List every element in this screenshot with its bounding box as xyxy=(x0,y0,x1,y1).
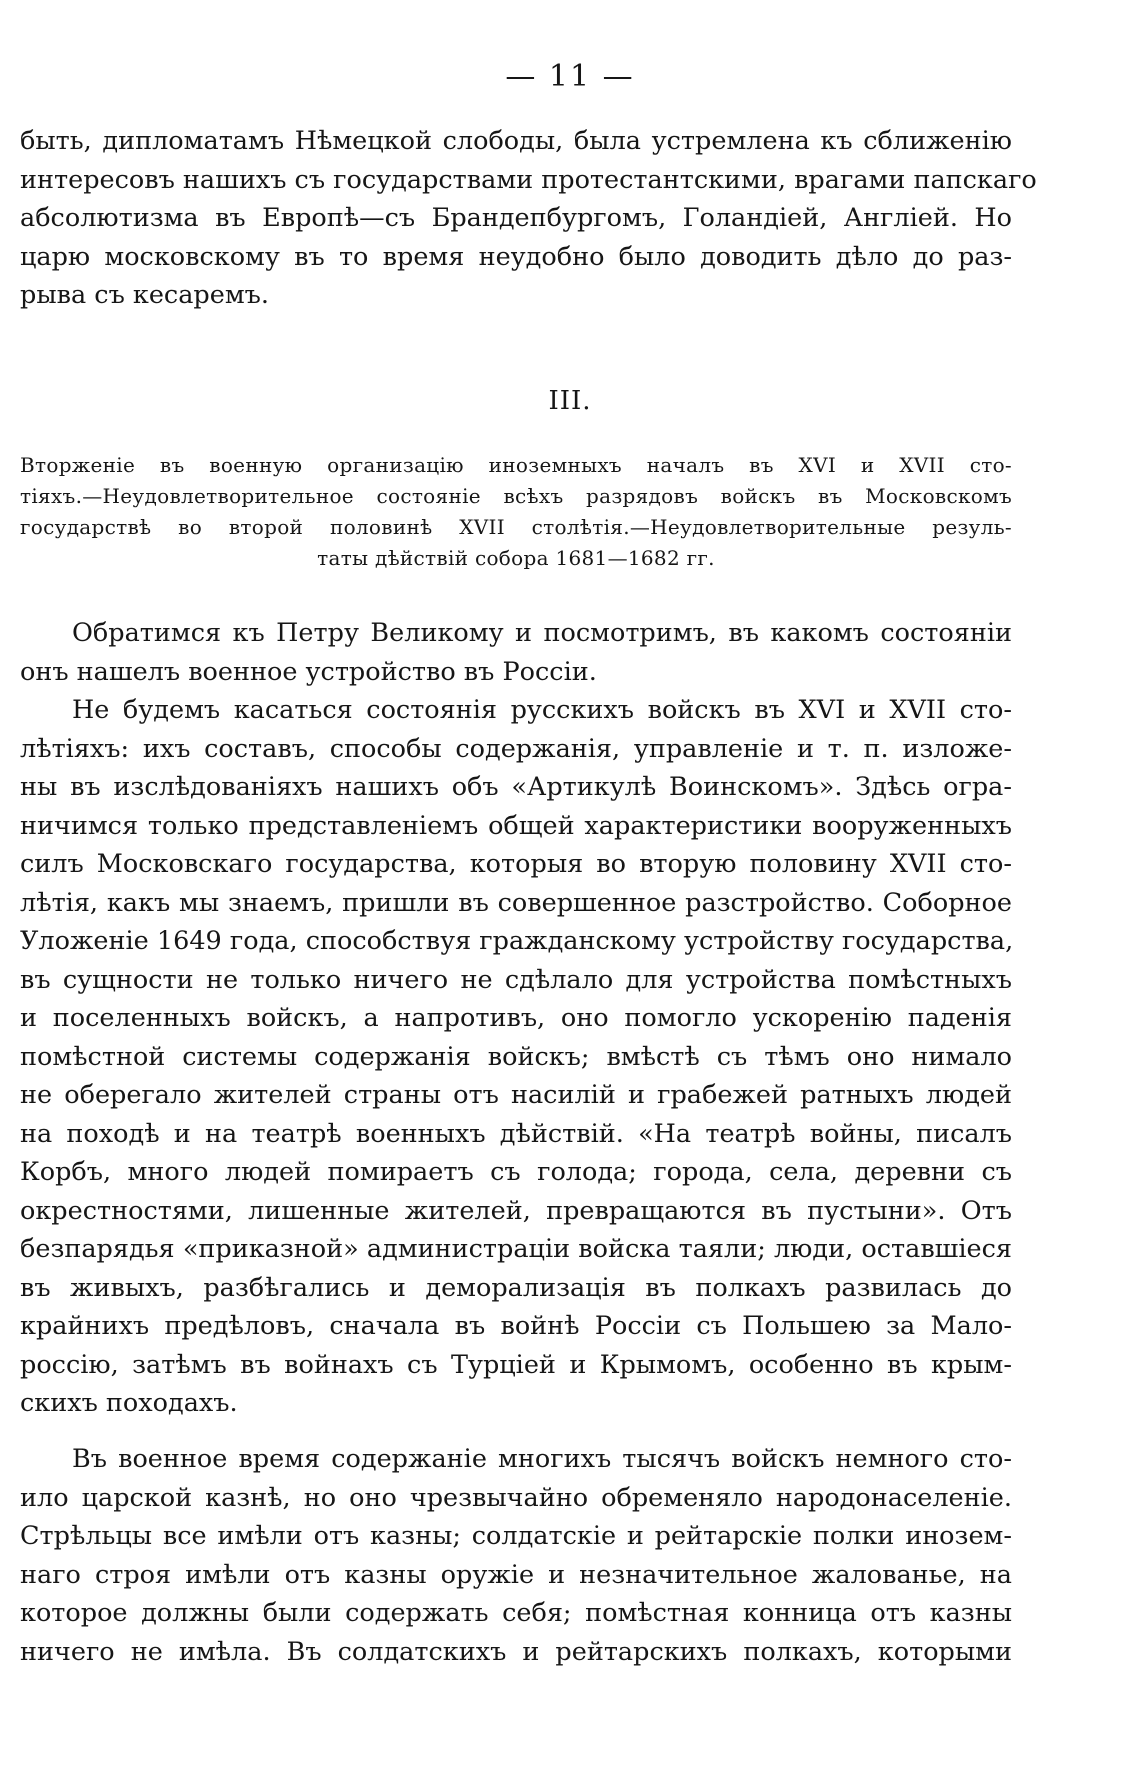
text-line: царю московскому въ то время неудобно было доводить дѣло до раз- xyxy=(20,241,1012,272)
text-line: Не будемъ касаться состоянія русскихъ войскъ въ XVI и XVII сто- xyxy=(72,695,1012,725)
text-line: ничего не имѣла. Въ солдатскихъ и рейтарскихъ полкахъ, которыми xyxy=(20,1636,1012,1667)
text-line: абсолютизма въ Европѣ—съ Брандепбургомъ, Голандіей, Англіей. Но xyxy=(20,203,1012,233)
summary-line: тіяхъ.—Неудовлетворительное состояніе всѣхъ разрядовъ войскъ въ Московскомъ xyxy=(20,484,1012,508)
text-line: и поселенныхъ войскъ, а напротивъ, оно помогло ускоренію паденія xyxy=(20,1003,1012,1033)
text-line: быть, дипломатамъ Нѣмецкой слободы, была устремлена къ сближенію xyxy=(20,126,1012,156)
text-line: въ сущности не только ничего не сдѣлало для устройства помѣстныхъ xyxy=(20,964,1012,995)
body-paragraph-2 xyxy=(20,691,1012,1423)
text-line: Обратимся къ Петру Великому и посмотримъ, въ какомъ состояніи xyxy=(72,618,1012,648)
text-line: ничимся только представленіемъ общей характеристики вооруженныхъ xyxy=(20,810,1012,841)
text-line: окрестностями, лишенные жителей, превращаются въ пустыни». Отъ xyxy=(20,1195,1012,1226)
page-number: — 11 — xyxy=(505,59,635,94)
text-line: помѣстной системы содержанія войскъ; вмѣстѣ съ тѣмъ оно нимало xyxy=(20,1041,1012,1072)
text-line: Въ военное время содержаніе многихъ тысячъ войскъ немного сто- xyxy=(72,1444,1012,1474)
summary-line: таты дѣйствій собора 1681—1682 гг. xyxy=(317,546,715,570)
text-line: Стрѣльцы все имѣли отъ казны; солдатскіе и рейтарскіе полки инозем- xyxy=(20,1521,1012,1551)
body-paragraph-1 xyxy=(20,614,1012,691)
section-summary xyxy=(20,450,1012,574)
text-line: наго строя имѣли отъ казны оружіе и незначительное жалованье, на xyxy=(20,1559,1012,1590)
text-line: крайнихъ предѣловъ, сначала въ войнѣ Россіи съ Польшею за Мало- xyxy=(20,1311,1012,1341)
text-line: которое должны были содержать себя; помѣстная конница отъ казны xyxy=(20,1598,1012,1628)
text-line: Уложеніе 1649 года, способствуя гражданскому устройству государства, xyxy=(20,926,1014,956)
summary-line: государствѣ во второй половинѣ XVII столѣтія.—Неудовлетворительные резуль- xyxy=(20,515,1012,539)
text-line: въ живыхъ, разбѣгались и деморализація въ полкахъ развилась до xyxy=(20,1272,1012,1303)
body-paragraph-3 xyxy=(20,1440,1012,1671)
text-line: силъ Московскаго государства, которыя во вторую половину XVII сто- xyxy=(20,849,1012,879)
summary-line: Вторженіе въ военную организацію иноземныхъ началъ въ XVI и XVII сто- xyxy=(20,453,1012,477)
text-line: Корбъ, много людей помираетъ съ голода; города, села, деревни съ xyxy=(20,1157,1012,1187)
text-line: рыва съ кесаремъ. xyxy=(20,280,269,310)
text-line: ны въ изслѣдованіяхъ нашихъ объ «Артикулѣ Воинскомъ». Здѣсь огра- xyxy=(20,772,1012,802)
text-line: россію, затѣмъ въ войнахъ съ Турціей и Крымомъ, особенно въ крым- xyxy=(20,1349,1012,1380)
text-line: лѣтія, какъ мы знаемъ, пришли въ совершенное разстройство. Соборное xyxy=(20,887,1012,918)
text-line: на походѣ и на театрѣ военныхъ дѣйствій. «На театрѣ войны, писалъ xyxy=(20,1118,1012,1149)
text-line: лѣтіяхъ: ихъ составъ, способы содержанія, управленіе и т. п. изложе- xyxy=(20,733,1012,764)
text-line: онъ нашелъ военное устройство въ Россіи. xyxy=(20,656,597,687)
section-heading: III. xyxy=(548,386,592,416)
text-line: интересовъ нашихъ съ государствами протестантскими, врагами папскаго xyxy=(20,164,1037,195)
text-line: безпарядья «приказной» администраціи войска таяли; люди, оставшіеся xyxy=(20,1234,1012,1264)
text-line: скихъ походахъ. xyxy=(20,1388,238,1418)
text-line: ило царской казнѣ, но оно чрезвычайно обременяло народонаселеніе. xyxy=(20,1482,1012,1513)
intro-paragraph xyxy=(20,122,1037,315)
text-line: не оберегало жителей страны отъ насилій и грабежей ратныхъ людей xyxy=(20,1080,1012,1110)
